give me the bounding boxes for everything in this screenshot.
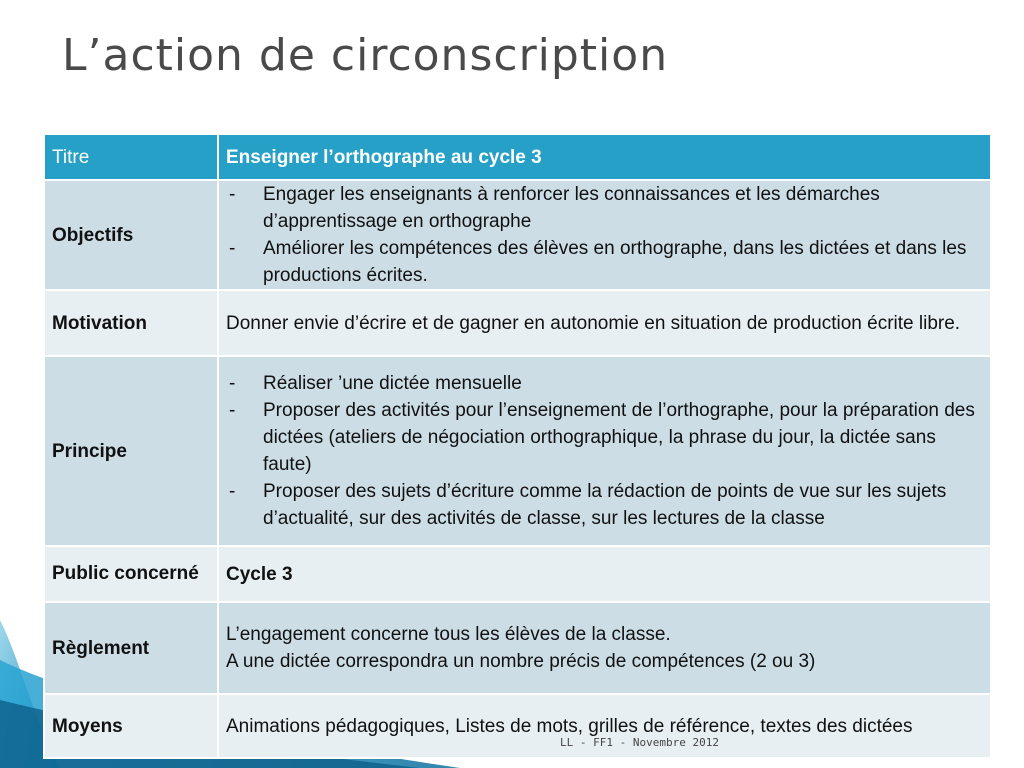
row-value-reglement — [218, 602, 991, 694]
table-header-row — [44, 134, 991, 180]
row-value-motivation: Donner envie d’écrire et de gagner en autonomie en situation de production écrite libre. — [218, 290, 991, 356]
table-row — [44, 602, 991, 694]
table-row — [44, 180, 991, 290]
row-key-motivation: Motivation — [44, 290, 218, 356]
table-row — [44, 290, 991, 356]
slide-footer: LL - FF1 - Novembre 2012 — [560, 736, 719, 749]
table-row — [44, 356, 991, 546]
row-value-moyens: Animations pédagogiques, Listes de mots, grilles de référence, textes des dictées — [218, 694, 991, 758]
list-item: - Réaliser ’une dictée mensuelle — [226, 370, 983, 397]
list-item: - Proposer des sujets d’écriture comme la rédaction de points de vue sur les sujets d’actualité, sur des activités de classe, sur les lectures de la classe — [226, 478, 983, 532]
row-key-objectifs: Objectifs — [44, 180, 218, 290]
objectifs-list — [226, 181, 983, 289]
program-table — [43, 133, 992, 759]
header-key-cell: Titre — [44, 134, 218, 180]
row-key-principe: Principe — [44, 356, 218, 546]
row-key-public: Public concerné — [44, 546, 218, 602]
slide-title: L’action de circonscription — [62, 30, 669, 81]
principe-list — [226, 370, 983, 532]
row-value-objectifs — [218, 180, 991, 290]
row-key-reglement: Règlement — [44, 602, 218, 694]
list-item: - Engager les enseignants à renforcer les connaissances et les démarches d’apprentissage en orthographe — [226, 181, 983, 235]
row-value-principe — [218, 356, 991, 546]
row-value-public: Cycle 3 — [218, 546, 991, 602]
row-key-moyens: Moyens — [44, 694, 218, 758]
table-row — [44, 546, 991, 602]
reglement-line: L’engagement concerne tous les élèves de la classe. — [226, 624, 671, 645]
list-item: - Améliorer les compétences des élèves en orthographe, dans les dictées et dans les productions écrites. — [226, 235, 983, 289]
header-value-cell: Enseigner l’orthographe au cycle 3 — [218, 134, 991, 180]
reglement-line: A une dictée correspondra un nombre précis de compétences (2 ou 3) — [226, 651, 816, 672]
list-item: - Proposer des activités pour l’enseignement de l’orthographe, pour la préparation des dictées (ateliers de négociation orthographique, la phrase du jour, la dictée sans faute) — [226, 397, 983, 478]
table-row — [44, 694, 991, 758]
